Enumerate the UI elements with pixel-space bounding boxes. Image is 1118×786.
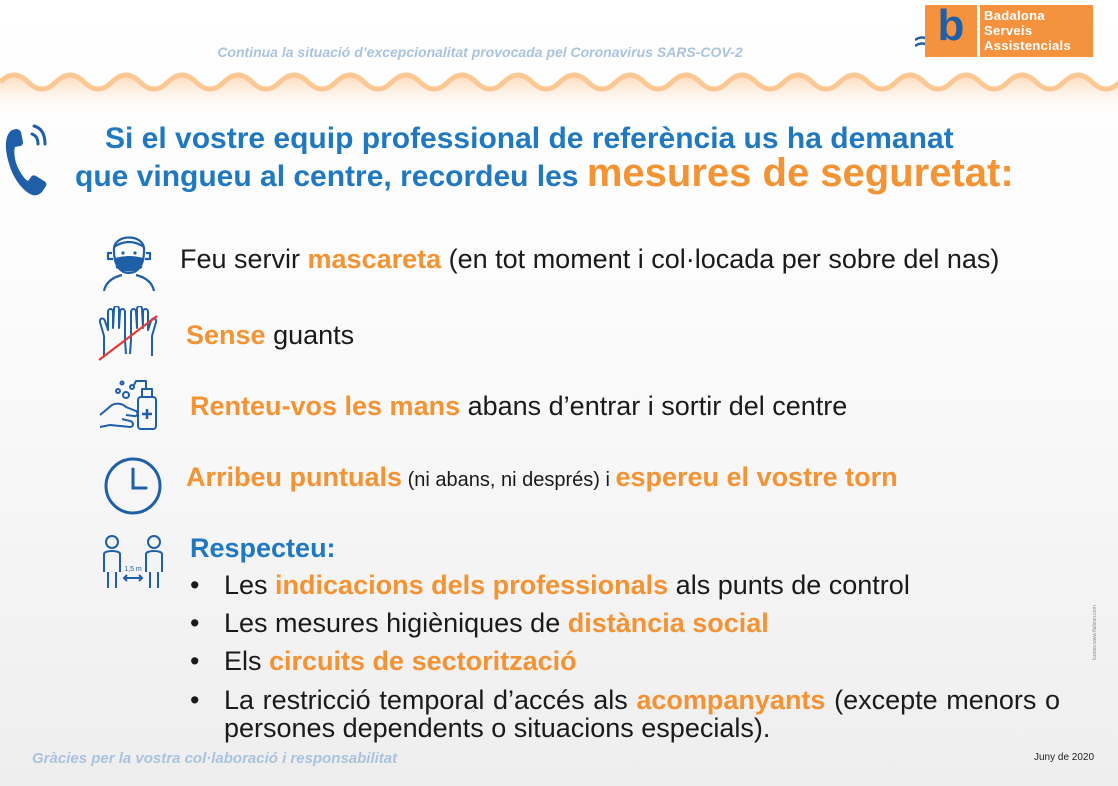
wave-divider <box>0 64 1118 116</box>
hands-post: abans d’entrar i sortir del centre <box>460 391 848 421</box>
item-1-highlight: indicacions dels professionals <box>275 570 669 600</box>
headline-line-2-text: que vingueu al centre, recordeu les <box>75 160 587 193</box>
list-item <box>190 642 1060 680</box>
header-note: Continua la situació d’excepcionalitat provocada pel Coronavirus SARS-COV-2 <box>217 44 743 60</box>
respect-title: Respecteu: <box>190 533 336 563</box>
logo-line-1: Badalona <box>984 8 1045 23</box>
headline-line-1: Si el vostre equip professional de referència us ha demanat <box>105 122 954 155</box>
logo-line-2: Serveis <box>984 23 1033 38</box>
time-small: (ni abans, ni després) <box>402 469 600 491</box>
item-4-pre: La restricció temporal d’accés als <box>224 685 637 715</box>
hands-highlight: Renteu-vos les mans <box>190 391 461 421</box>
item-3-highlight: circuits de sectorització <box>269 646 577 676</box>
distance-label: 1,5 m <box>124 566 142 573</box>
hands-row <box>190 391 847 422</box>
mask-post: (en tot moment i col·locada per sobre del nas) <box>441 244 1000 274</box>
item-2-pre: Les mesures higièniques de <box>224 608 568 638</box>
list-item <box>190 686 1060 742</box>
footer-thanks: Gràcies per la vostra col·laboració i responsabilitat <box>32 750 398 767</box>
clock-icon <box>102 455 164 517</box>
logo-letter: b <box>937 1 965 50</box>
time-highlight-2: espereu el vostre torn <box>615 462 898 492</box>
logo <box>915 1 1093 57</box>
list-item <box>190 604 1060 642</box>
hand-washing-icon <box>96 375 162 437</box>
logo-text <box>980 5 1093 57</box>
item-1-post: als punts de control <box>668 570 910 600</box>
item-4-highlight: acompanyants <box>636 685 826 715</box>
time-row <box>186 462 898 493</box>
logo-line-3: Assistencials <box>984 38 1072 53</box>
social-distance-icon <box>100 532 166 590</box>
gloves-highlight: Sense <box>186 320 266 350</box>
footer-date: Juny de 2020 <box>1034 752 1095 763</box>
gloves-post: guants <box>265 320 355 350</box>
headline <box>75 122 1115 194</box>
mask-pre: Feu servir <box>180 244 308 274</box>
time-highlight-1: Arribeu puntuals <box>186 462 403 492</box>
item-3-pre: Els <box>224 646 270 676</box>
item-4-post: (excepte menors o persones dependents o situacions especials). <box>224 685 1060 743</box>
face-mask-icon <box>100 225 158 291</box>
no-gloves-icon <box>96 306 160 362</box>
list-item <box>190 566 1060 604</box>
headline-highlight: mesures de seguretat: <box>586 151 1014 195</box>
headline-line-2 <box>75 151 1115 195</box>
item-2-highlight: distància social <box>567 608 769 638</box>
time-mid: i <box>599 469 616 491</box>
phone-icon <box>2 120 52 200</box>
mask-row <box>180 244 999 275</box>
item-1-pre: Les <box>224 570 276 600</box>
mask-highlight: mascareta <box>307 244 442 274</box>
gloves-row <box>186 320 354 351</box>
icon-credit: Icones:www.flaticon.com <box>1092 605 1098 660</box>
respect-list <box>190 566 1060 742</box>
